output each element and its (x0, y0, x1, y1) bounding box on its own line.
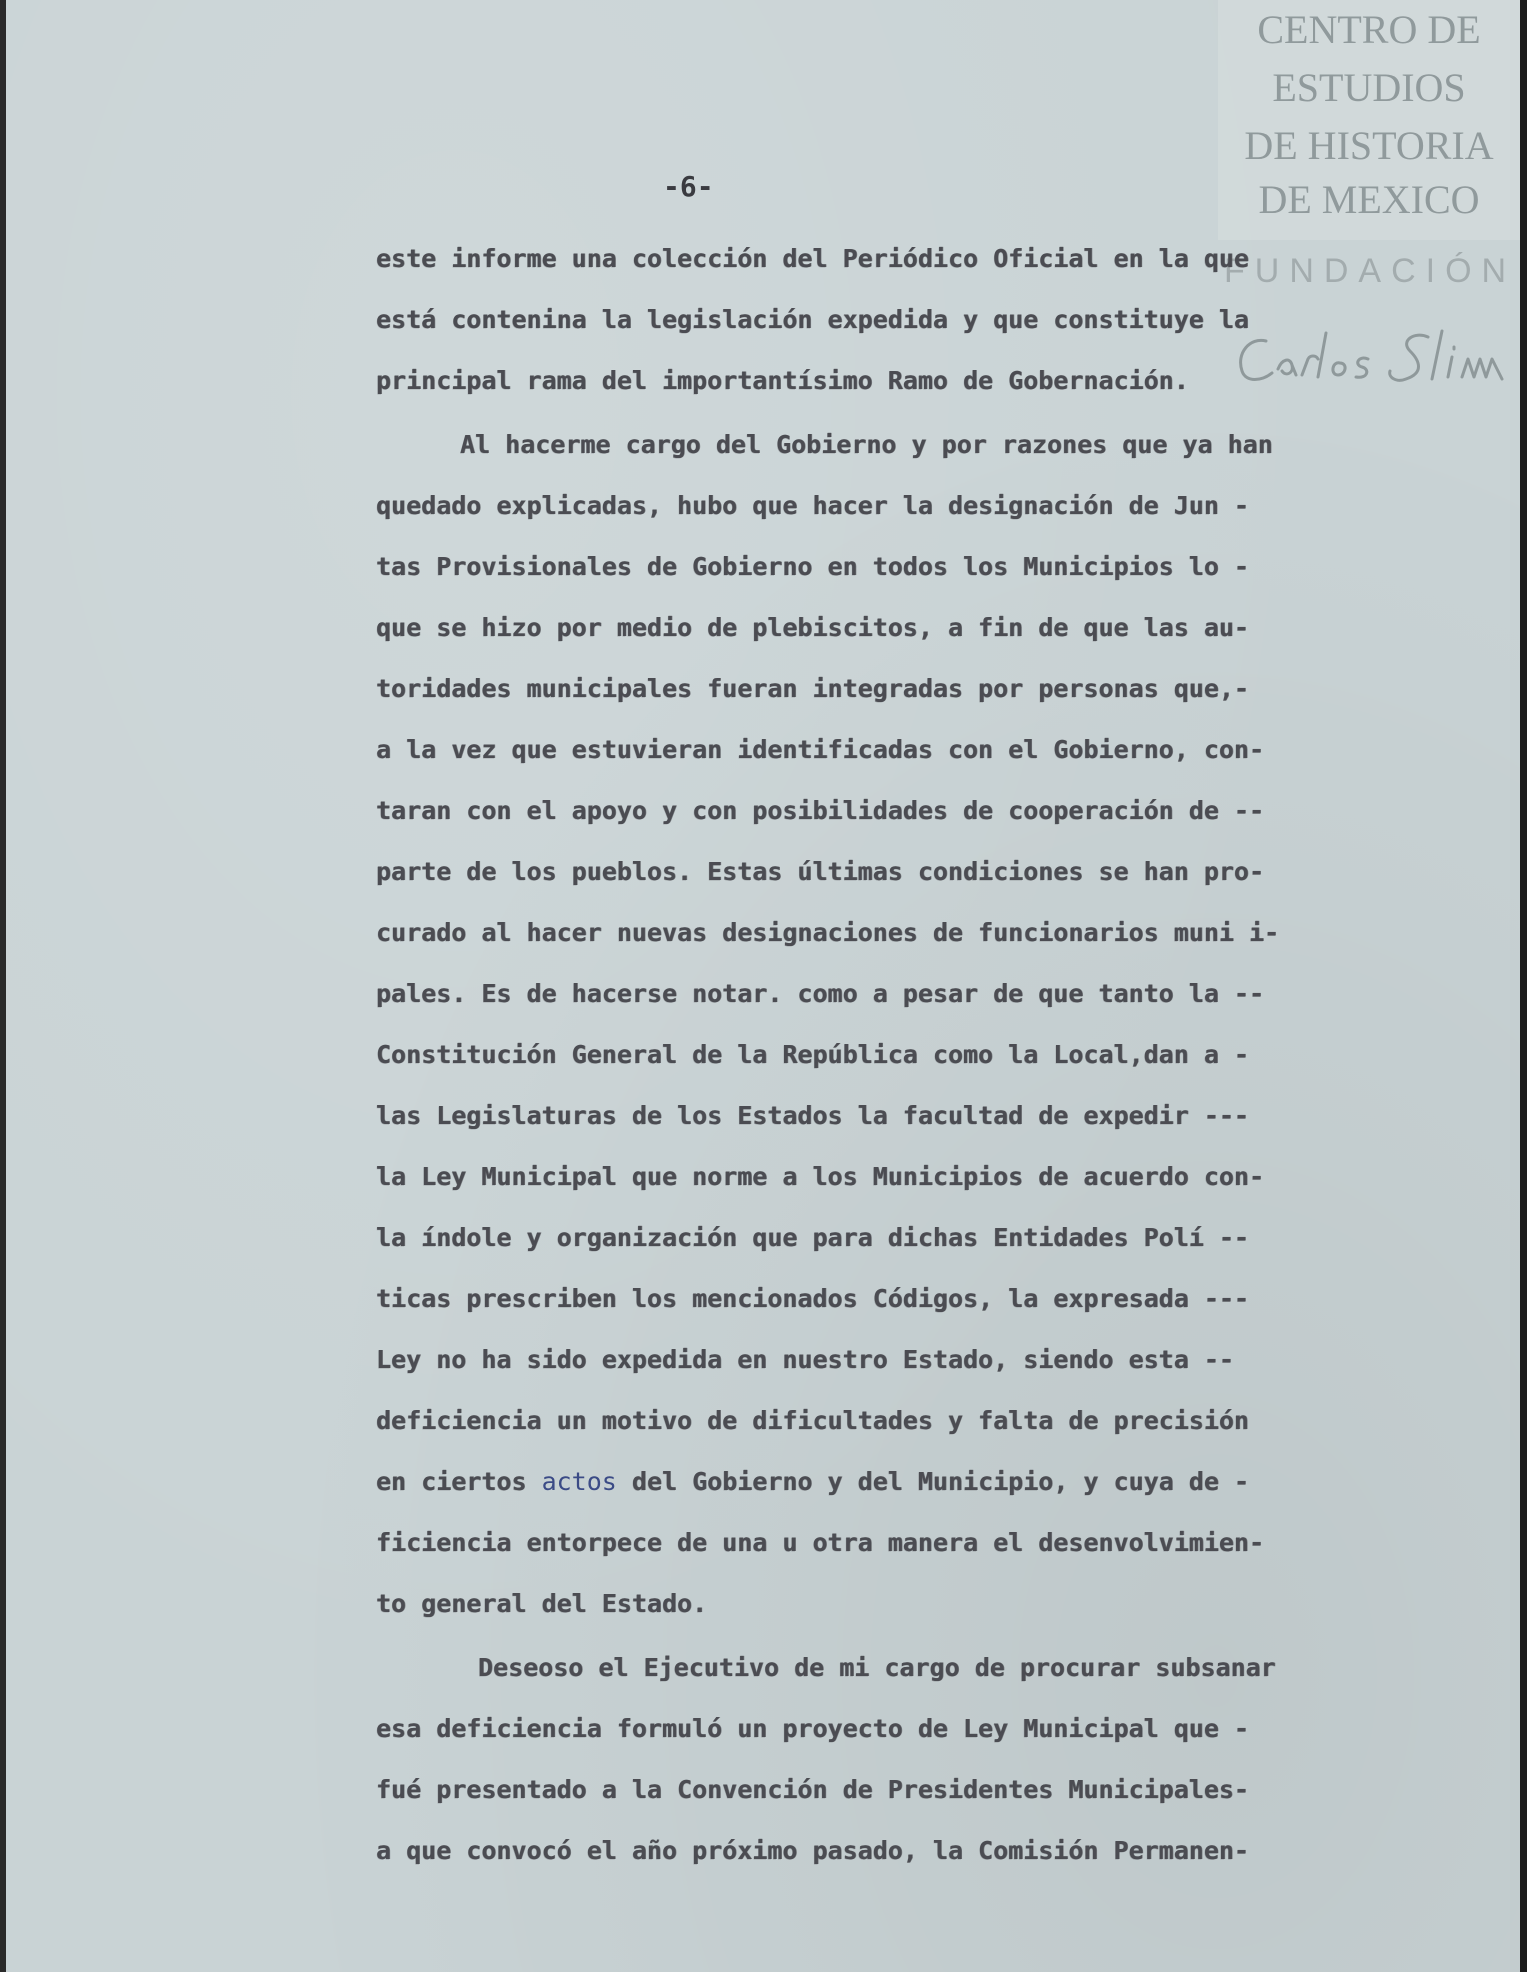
scan-edge (0, 0, 6, 1972)
text-line: este informe una colección del Periódico Oficial en la que (376, 244, 1249, 273)
watermark-signature-logo (1228, 323, 1518, 393)
watermark-line: DE MEXICO (1258, 177, 1480, 222)
page-number: -6- (663, 170, 714, 203)
text-line: Ley no ha sido expedida en nuestro Estado, siendo esta -- (376, 1345, 1234, 1374)
text-line: tas Provisionales de Gobierno en todos los Municipios lo - (376, 552, 1249, 581)
text-segment: en ciertos (376, 1467, 542, 1496)
text-line: principal rama del importantísimo Ramo de Gobernación. (376, 366, 1189, 395)
text-line: la Ley Municipal que norme a los Municipios de acuerdo con- (376, 1162, 1265, 1191)
text-line: las Legislaturas de los Estados la facultad de expedir --- (376, 1101, 1249, 1130)
text-line: toridades municipales fueran integradas por personas que,- (376, 674, 1249, 703)
watermark-foundation: FUNDACIÓN (1224, 252, 1517, 290)
watermark-line: DE HISTORIA (1244, 123, 1494, 168)
watermark-line: ESTUDIOS (1272, 65, 1466, 110)
text-line: que se hizo por medio de plebiscitos, a fin de que las au- (376, 613, 1249, 642)
watermark-line: CENTRO DE (1257, 7, 1481, 52)
text-line: taran con el apoyo y con posibilidades de cooperación de -- (376, 796, 1265, 825)
paragraph-start-line: Deseoso el Ejecutivo de mi cargo de procurar subsanar (478, 1653, 1276, 1682)
text-line: quedado explicadas, hubo que hacer la designación de Jun - (376, 491, 1249, 520)
archive-watermark (1218, 0, 1520, 240)
text-line-with-annotation (376, 1467, 1249, 1496)
text-line: ticas prescriben los mencionados Códigos, la expresada --- (376, 1284, 1249, 1313)
text-line: a que convocó el año próximo pasado, la Comisión Permanen- (376, 1836, 1249, 1865)
text-line: esa deficiencia formuló un proyecto de Ley Municipal que - (376, 1714, 1249, 1743)
text-line: to general del Estado. (376, 1589, 708, 1618)
text-line: está contenina la legislación expedida y que constituye la (376, 305, 1249, 334)
paragraph-start-line: Al hacerme cargo del Gobierno y por razones que ya han (460, 430, 1273, 459)
text-line: la índole y organización que para dichas Entidades Polí -- (376, 1223, 1249, 1252)
handwritten-insertion: actos (541, 1467, 617, 1496)
text-line: parte de los pueblos. Estas últimas condiciones se han pro- (376, 857, 1265, 886)
text-line: deficiencia un motivo de dificultades y falta de precisión (376, 1406, 1249, 1435)
text-segment: del Gobierno y del Municipio, y cuya de - (616, 1467, 1249, 1496)
text-line: pales. Es de hacerse notar. como a pesar de que tanto la -- (376, 979, 1265, 1008)
text-line: a la vez que estuvieran identificadas con el Gobierno, con- (376, 735, 1265, 764)
text-line: Constitución General de la República como la Local,dan a - (376, 1040, 1249, 1069)
text-line: curado al hacer nuevas designaciones de funcionarios muni i- (376, 918, 1280, 947)
text-line: fué presentado a la Convención de Presidentes Municipales- (376, 1775, 1249, 1804)
text-line: ficiencia entorpece de una u otra manera el desenvolvimien- (376, 1528, 1265, 1557)
